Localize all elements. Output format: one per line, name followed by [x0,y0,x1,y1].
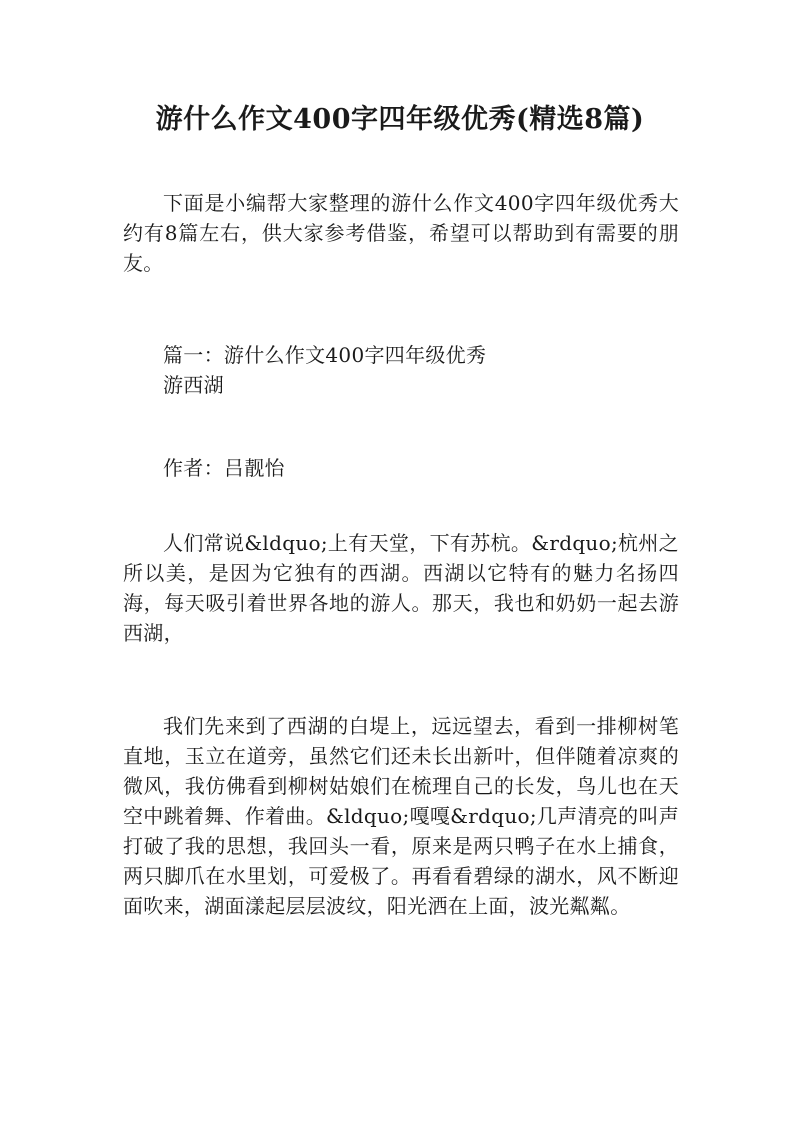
document-title: 游什么作文400字四年级优秀(精选8篇) [155,104,645,135]
body-paragraph: 人们常说&ldquo;上有天堂，下有苏杭。&rdquo;杭州之所以美，是因为它独有的西湖。西湖以它特有的魅力名扬四海，每天吸引着世界各地的游人。那天，我也和奶奶一起去游西湖， [123,531,679,645]
author-block [123,453,679,483]
intro-block [123,188,679,278]
paragraph-block [123,711,679,921]
section-heading: 篇一：游什么作文400字四年级优秀 [163,343,487,367]
intro-paragraph: 下面是小编帮大家整理的游什么作文400字四年级优秀大约有8篇左右，供大家参考借鉴，希望可以帮助到有需要的朋友。 [123,191,679,275]
section-heading-block [123,340,679,400]
body-paragraph: 我们先来到了西湖的白堤上，远远望去，看到一排柳树笔直地，玉立在道旁，虽然它们还未长出新叶，但伴随着凉爽的微风，我仿佛看到柳树姑娘们在梳理自己的长发，鸟儿也在天空中跳着舞、作着曲。&ldquo;嘎嘎&rdquo;几声清亮的叫声打破了我的思想，我回头一看，原来是两只鸭子在水上捕食，两只脚爪在水里划，可爱极了。再看看碧绿的湖水，风不断迎面吹来，湖面漾起层层波纹，阳光洒在上面，波光粼粼。 [123,714,679,918]
author-line: 作者：吕靓怡 [163,456,285,480]
essay-subtitle: 游西湖 [163,373,224,397]
paragraph-block [123,528,679,648]
